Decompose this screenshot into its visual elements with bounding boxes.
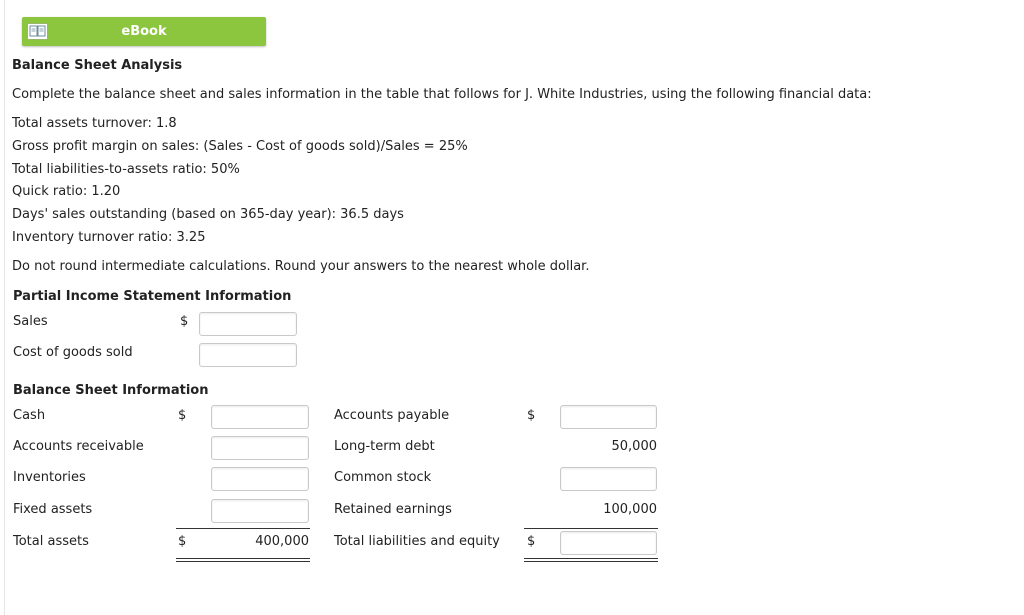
page-left-border <box>4 0 5 615</box>
total-assets-currency: $ <box>178 534 187 549</box>
rounding-instruction: Do not round intermediate calculations. Round your answers to the nearest whole dollar. <box>12 259 590 274</box>
ebook-label: eBook <box>121 24 167 39</box>
accounts-receivable-label: Accounts receivable <box>13 439 144 454</box>
long-term-debt-label: Long-term debt <box>334 439 435 454</box>
balance-heading: Balance Sheet Information <box>13 383 209 398</box>
inventories-input[interactable] <box>211 467 309 491</box>
accounts-payable-currency: $ <box>527 408 536 423</box>
sales-currency: $ <box>180 314 189 329</box>
common-stock-input[interactable] <box>560 467 657 491</box>
cogs-label: Cost of goods sold <box>13 345 133 360</box>
total-assets-double-rule-bottom <box>176 561 310 562</box>
total-assets-double-rule-top <box>176 558 310 559</box>
fact-inventory-turnover: Inventory turnover ratio: 3.25 <box>12 230 206 245</box>
fixed-assets-input[interactable] <box>211 499 309 523</box>
intro-text: Complete the balance sheet and sales information in the table that follows for J. White Industries, using the following financial data: <box>12 87 872 102</box>
page-title: Balance Sheet Analysis <box>12 58 183 73</box>
fact-quick-ratio: Quick ratio: 1.20 <box>12 184 121 199</box>
fixed-assets-label: Fixed assets <box>13 502 93 517</box>
cash-input[interactable] <box>211 405 309 429</box>
ebook-button[interactable] <box>22 17 266 46</box>
inventories-label: Inventories <box>13 470 86 485</box>
retained-earnings-label: Retained earnings <box>334 502 452 517</box>
fact-gross-profit-margin: Gross profit margin on sales: (Sales - Cost of goods sold)/Sales = 25% <box>12 139 468 154</box>
fact-liabilities-to-assets: Total liabilities-to-assets ratio: 50% <box>12 162 240 177</box>
accounts-payable-label: Accounts payable <box>334 408 450 423</box>
accounts-payable-input[interactable] <box>560 405 657 429</box>
sales-input[interactable] <box>199 312 297 336</box>
total-liabilities-currency: $ <box>527 534 536 549</box>
total-liabilities-double-rule-top <box>524 558 658 559</box>
total-liabilities-rule <box>524 528 658 529</box>
retained-earnings-value: 100,000 <box>603 502 657 517</box>
fact-days-sales-outstanding: Days' sales outstanding (based on 365-day year): 36.5 days <box>12 207 404 222</box>
total-assets-value: 400,000 <box>255 534 309 549</box>
total-liabilities-equity-label: Total liabilities and equity <box>334 534 500 549</box>
income-heading: Partial Income Statement Information <box>13 289 292 304</box>
total-liabilities-equity-input[interactable] <box>560 531 657 555</box>
fact-total-assets-turnover: Total assets turnover: 1.8 <box>12 116 177 131</box>
total-liabilities-double-rule-bottom <box>524 561 658 562</box>
accounts-receivable-input[interactable] <box>211 436 309 460</box>
common-stock-label: Common stock <box>334 470 432 485</box>
total-assets-label: Total assets <box>13 534 89 549</box>
long-term-debt-value: 50,000 <box>611 439 657 454</box>
cash-currency: $ <box>178 408 187 423</box>
total-assets-rule <box>176 528 310 529</box>
sales-label: Sales <box>13 314 48 329</box>
cash-label: Cash <box>13 408 46 423</box>
cogs-input[interactable] <box>199 343 297 367</box>
